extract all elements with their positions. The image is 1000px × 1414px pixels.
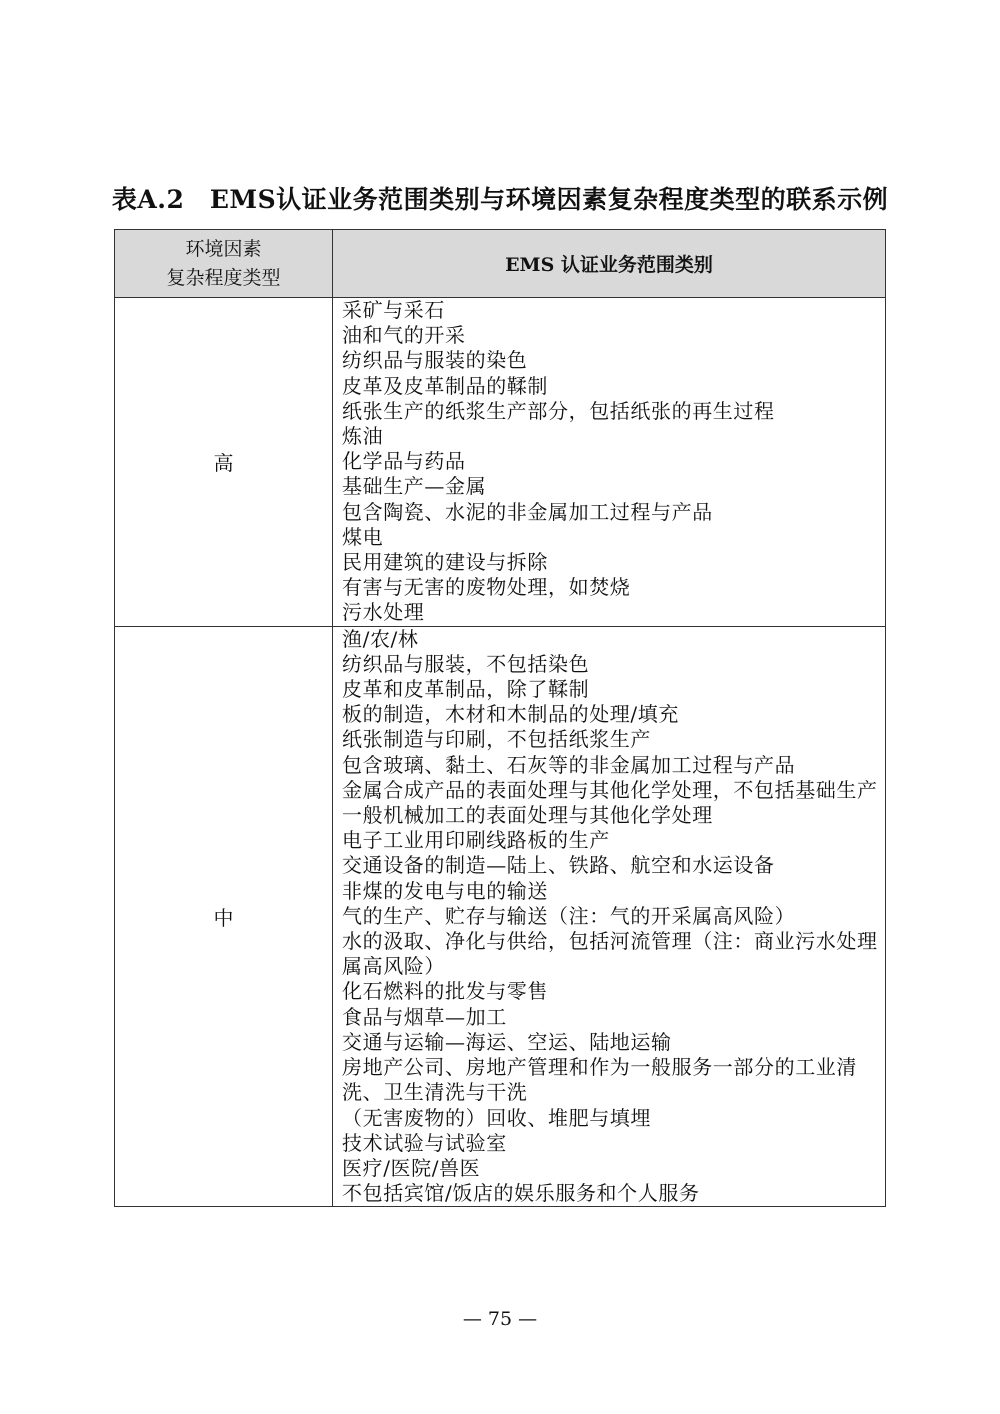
item-line: 有害与无害的废物处理，如焚烧 — [342, 575, 631, 600]
item-line: 基础生产—金属 — [342, 474, 487, 499]
table-title: 表A.2 EMS认证业务范围类别与环境因素复杂程度类型的联系示例 — [111, 185, 889, 214]
item-line: 污水处理 — [342, 600, 425, 625]
item-line: 采矿与采石 — [342, 298, 445, 322]
item-line: 非煤的发电与电的输送 — [342, 878, 548, 903]
item-line: 民用建筑的建设与拆除 — [342, 550, 548, 575]
item-line: 板的制造，木材和木制品的处理/填充 — [342, 702, 679, 727]
item-line: 纸张制造与印刷，不包括纸浆生产 — [342, 727, 651, 752]
item-line: 炼油 — [342, 424, 384, 449]
item-line: 食品与烟草—加工 — [342, 1004, 507, 1029]
item-line: 渔/农/林 — [342, 626, 419, 651]
item-line: 技术试验与试验室 — [342, 1130, 507, 1155]
item-line: 皮革和皮革制品，除了鞣制 — [342, 677, 590, 702]
item-line: 交通设备的制造—陆上、铁路、航空和水运设备 — [342, 853, 775, 878]
level-cell: 中 — [115, 626, 333, 1207]
item-line: 煤电 — [342, 524, 384, 549]
items-cell — [333, 626, 886, 1207]
table-row-medium — [115, 626, 886, 1207]
item-line: 纸张生产的纸浆生产部分，包括纸张的再生过程 — [342, 398, 775, 423]
item-line: 油和气的开采 — [342, 323, 466, 348]
item-line: （无害废物的）回收、堆肥与填埋 — [342, 1105, 651, 1130]
item-line: 气的生产、贮存与输送（注：气的开采属高风险） — [342, 903, 796, 928]
item-line: 房地产公司、房地产管理和作为一般服务一部分的工业清洗、卫生清洗与干洗 — [342, 1055, 857, 1105]
item-line: 包含玻璃、黏土、石灰等的非金属加工过程与产品 — [342, 752, 796, 777]
header-complexity-type — [115, 230, 333, 298]
item-line: 纺织品与服装，不包括染色 — [342, 651, 590, 676]
item-line: 不包括宾馆/饭店的娱乐服务和个人服务 — [342, 1181, 700, 1206]
table-header-row — [115, 230, 886, 298]
item-line: 一般机械加工的表面处理与其他化学处理 — [342, 803, 713, 828]
scope-complexity-table — [114, 229, 886, 1207]
item-line: 化石燃料的批发与零售 — [342, 979, 548, 1004]
header-col1-line1: 环境因素 — [185, 237, 262, 260]
header-scope-category: EMS 认证业务范围类别 — [333, 230, 886, 298]
items-cell — [333, 298, 886, 627]
item-line: 交通与运输—海运、空运、陆地运输 — [342, 1029, 672, 1054]
item-line: 金属合成产品的表面处理与其他化学处理，不包括基础生产 — [342, 777, 878, 802]
item-line: 化学品与药品 — [342, 449, 466, 474]
table-row-high — [115, 298, 886, 627]
item-line: 水的汲取、净化与供给，包括河流管理（注：商业污水处理属高风险） — [342, 929, 878, 979]
item-line: 医疗/医院/兽医 — [342, 1155, 481, 1180]
item-line: 包含陶瓷、水泥的非金属加工过程与产品 — [342, 499, 713, 524]
level-cell: 高 — [115, 298, 333, 627]
item-line: 电子工业用印刷线路板的生产 — [342, 828, 610, 853]
page-number: — 75 — — [462, 1308, 538, 1330]
item-line: 纺织品与服装的染色 — [342, 348, 528, 373]
item-line: 皮革及皮革制品的鞣制 — [342, 373, 548, 398]
header-col1-line2: 复杂程度类型 — [166, 266, 281, 289]
